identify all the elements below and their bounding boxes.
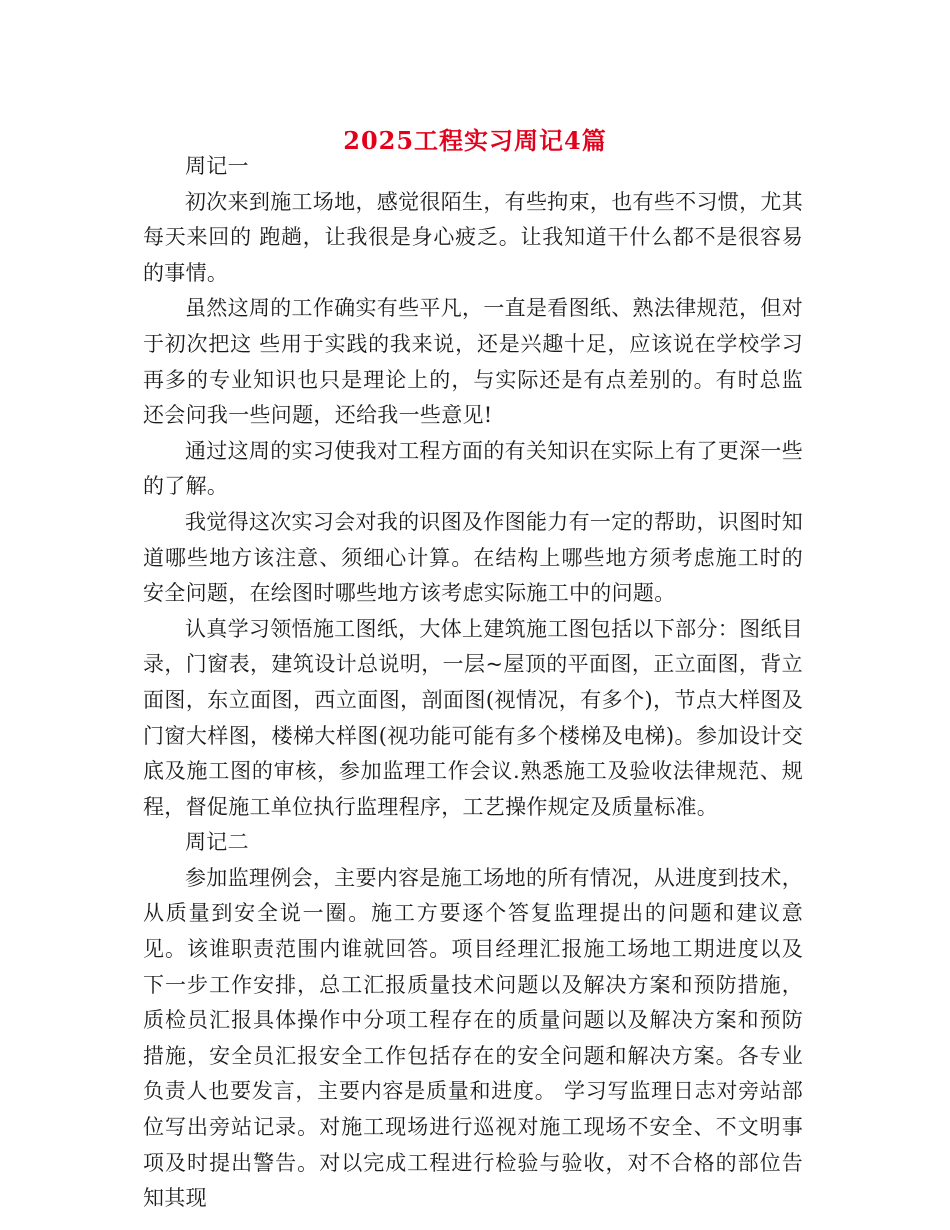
body-paragraph: 通过这周的实习使我对工程方面的有关知识在实际上有了更深一些的了解。 (143, 438, 803, 499)
body-paragraph: 认真学习领悟施工图纸，大体上建筑施工图包括以下部分：图纸目录，门窗表，建筑设计总说明，一层~屋顶的平面图，正立面图，背立面图，东立面图，西立面图，剖面图(视情况，有多个)，节点大样图及门窗大样图，楼梯大样图(视功能可能有多个楼梯及电梯)。参加设计交底及施工图的审核，参加监理工作会议.熟悉施工及验收法律规范、规程，督促施工单位执行监理程序，工艺操作规定及质量标准。 (143, 616, 803, 819)
section-heading-week-2: 周记二 (185, 830, 249, 855)
body-paragraph: 参加监理例会，主要内容是施工场地的所有情况，从进度到技术，从质量到安全说一圈。施工方要逐个答复监理提出的问题和建议意见。该谁职责范围内谁就回答。项目经理汇报施工场地工期进度以及下一步工作安排，总工汇报质量技术问题以及解决方案和预防措施，质检员汇报具体操作中分项工程存在的质量问题以及解决方案和预防措施，安全员汇报安全工作包括存在的安全问题和解决方案。各专业负责人也要发言，主要内容是质量和进度。 学习写监理日志对旁站部位写出旁站记录。对施工现场进行巡视对施工现场不安全、不文明事项及时提出警告。对以完成工程进行检验与验收，对不合格的部位告知其现 (143, 865, 803, 1211)
document-body (143, 149, 803, 1217)
body-paragraph: 初次来到施工场地，感觉很陌生，有些拘束，也有些不习惯，尤其每天来回的 跑趟，让我很是身心疲乏。让我知道干什么都不是很容易的事情。 (143, 189, 803, 285)
section-heading-week-1: 周记一 (185, 154, 249, 178)
document-title: 2025工程实习周记4篇 (343, 126, 607, 156)
body-paragraph: 我觉得这次实习会对我的识图及作图能力有一定的帮助，识图时知道哪些地方该注意、须细心计算。在结构上哪些地方须考虑施工时的安全问题，在绘图时哪些地方该考虑实际施工中的问题。 (143, 509, 803, 606)
body-paragraph: 虽然这周的工作确实有些平凡，一直是看图纸、熟法律规范，但对于初次把这 些用于实践的我来说，还是兴趣十足，应该说在学校学习再多的专业知识也只是理论上的，与实际还是有点差别的。有时总监还会问我一些问题，还给我一些意见! (143, 296, 803, 428)
